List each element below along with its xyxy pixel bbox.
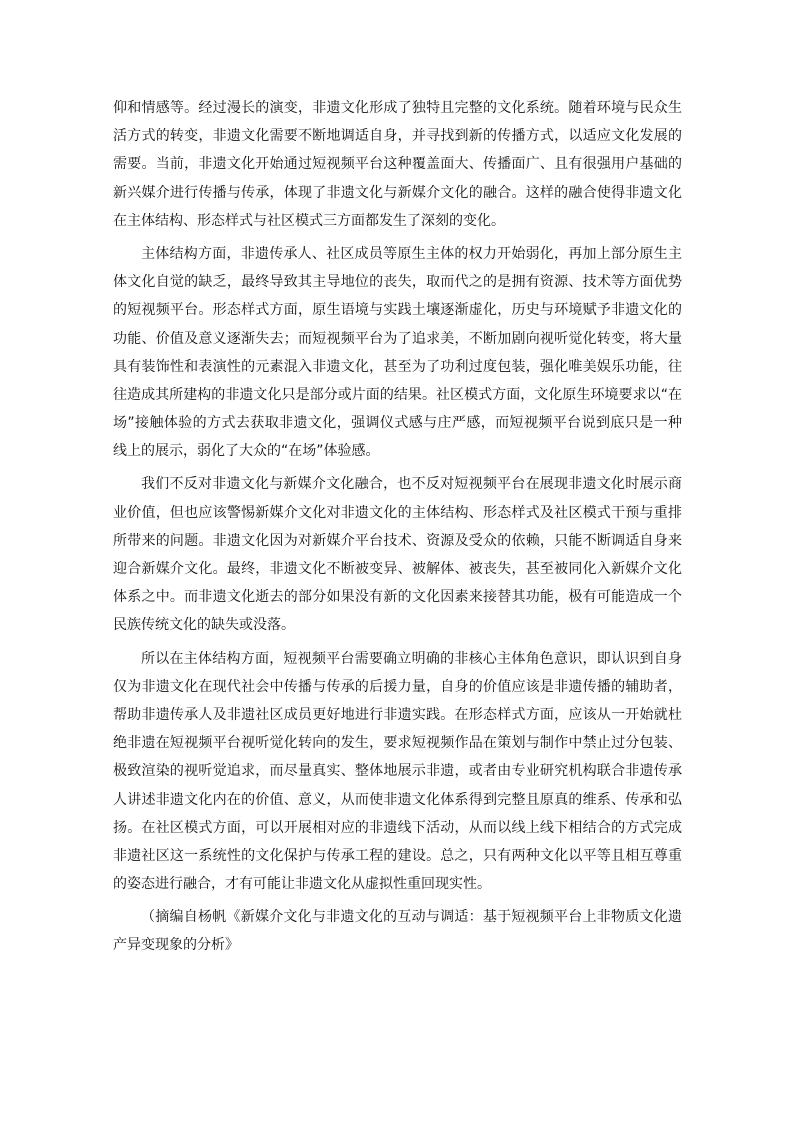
text-line: 的短视频平台。形态样式方面，原生语境与实践土壤逐渐虚化，历史与环境赋予非遗文化的 [113,302,682,319]
paragraph-intro-continued [113,94,682,235]
paragraph-position [113,470,682,639]
text-line: 新兴媒介进行传播与传承，体现了非遗文化与新媒介文化的融合。这样的融合使得非遗文化 [113,184,682,201]
text-line: （摘编自杨帆《新媒介文化与非遗文化的互动与调适：基于短视频平台上非物质文化遗 [141,909,682,926]
text-line: 在主体结构、形态样式与社区模式三方面都发生了深刻的变化。 [113,212,505,229]
text-line: 体文化自觉的缺乏，最终导致其主导地位的丧失，取而代之的是拥有资源、技术等方面优势 [113,274,682,291]
text-line: 人讲述非遗文化内在的价值、意义，从而使非遗文化体系得到完整且原真的维系、传承和弘 [113,791,682,808]
text-line: 活方式的转变，非遗文化需要不断地调适自身，并寻找到新的传播方式，以适应文化发展的 [113,128,682,145]
text-line: 绝非遗在短视频平台视听觉化转向的发生，要求短视频作品在策划与制作中禁止过分包装、 [113,735,682,752]
paragraph-recommendations [113,645,682,899]
text-line: 扬。在社区模式方面，可以开展相对应的非遗线下活动，从而以线上线下相结合的方式完成 [113,819,682,836]
text-line: 仰和情感等。经过漫长的演变，非遗文化形成了独特且完整的文化系统。随着环境与民众生 [113,100,682,116]
text-line: 具有装饰性和表演性的元素混入非遗文化，甚至为了功利过度包装，强化唯美娱乐功能，往 [113,358,682,375]
text-line: 体系之中。而非遗文化逝去的部分如果没有新的文化因素来接替其功能，极有可能造成一个 [113,589,682,606]
text-line: 民族传统文化的缺失或没落。 [113,617,295,634]
text-line: 场”接触体验的方式去获取非遗文化，强调仪式感与庄严感，而短视频平台说到底只是一种 [113,415,682,432]
text-line: 产异变现象的分析》 [113,937,239,954]
paragraph-subject-structure [113,240,682,466]
text-line: 往造成其所建构的非遗文化只是部分或片面的结果。社区模式方面，文化原生环境要求以“在 [113,386,682,403]
document-body [113,94,682,965]
source-citation [113,903,682,959]
text-line: 极致渲染的视听觉追求，而尽量真实、整体地展示非遗，或者由专业研究机构联合非遗传承 [113,763,682,780]
text-line: 所以在主体结构方面，短视频平台需要确立明确的非核心主体角色意识，即认识到自身 [141,650,682,667]
text-line: 仅为非遗文化在现代社会中传播与传承的后援力量，自身的价值应该是非遗传播的辅助者， [113,678,682,695]
text-line: 所带来的问题。非遗文化因为对新媒介平台技术、资源及受众的依赖，只能不断调适自身来 [113,532,682,549]
text-line: 非遗社区这一系统性的文化保护与传承工程的建设。总之，只有两种文化以平等且相互尊重 [113,847,682,864]
text-line: 的姿态进行融合，才有可能让非遗文化从虚拟性重回现实性。 [113,876,491,893]
text-line: 迎合新媒介文化。最终，非遗文化不断被变异、被解体、被丧失，甚至被同化入新媒介文化 [113,561,682,577]
text-line: 我们不反对非遗文化与新媒介文化融合，也不反对短视频平台在展现非遗文化时展示商 [141,476,682,493]
text-line: 主体结构方面，非遗传承人、社区成员等原生主体的权力开始弱化，再加上部分原生主 [141,245,682,262]
text-line: 业价值，但也应该警惕新媒介文化对非遗文化的主体结构、形态样式及社区模式干预与重排 [113,504,682,521]
text-line: 帮助非遗传承人及非遗社区成员更好地进行非遗实践。在形态样式方面，应该从一开始就杜 [113,706,682,723]
text-line: 功能、价值及意义逐渐失去；而短视频平台为了追求美，不断加剧向视听觉化转变，将大量 [113,330,682,347]
text-line: 线上的展示，弱化了大众的“在场”体验感。 [113,443,380,460]
text-line: 需要。当前，非遗文化开始通过短视频平台这种覆盖面大、传播面广、且有很强用户基础的 [113,156,682,173]
